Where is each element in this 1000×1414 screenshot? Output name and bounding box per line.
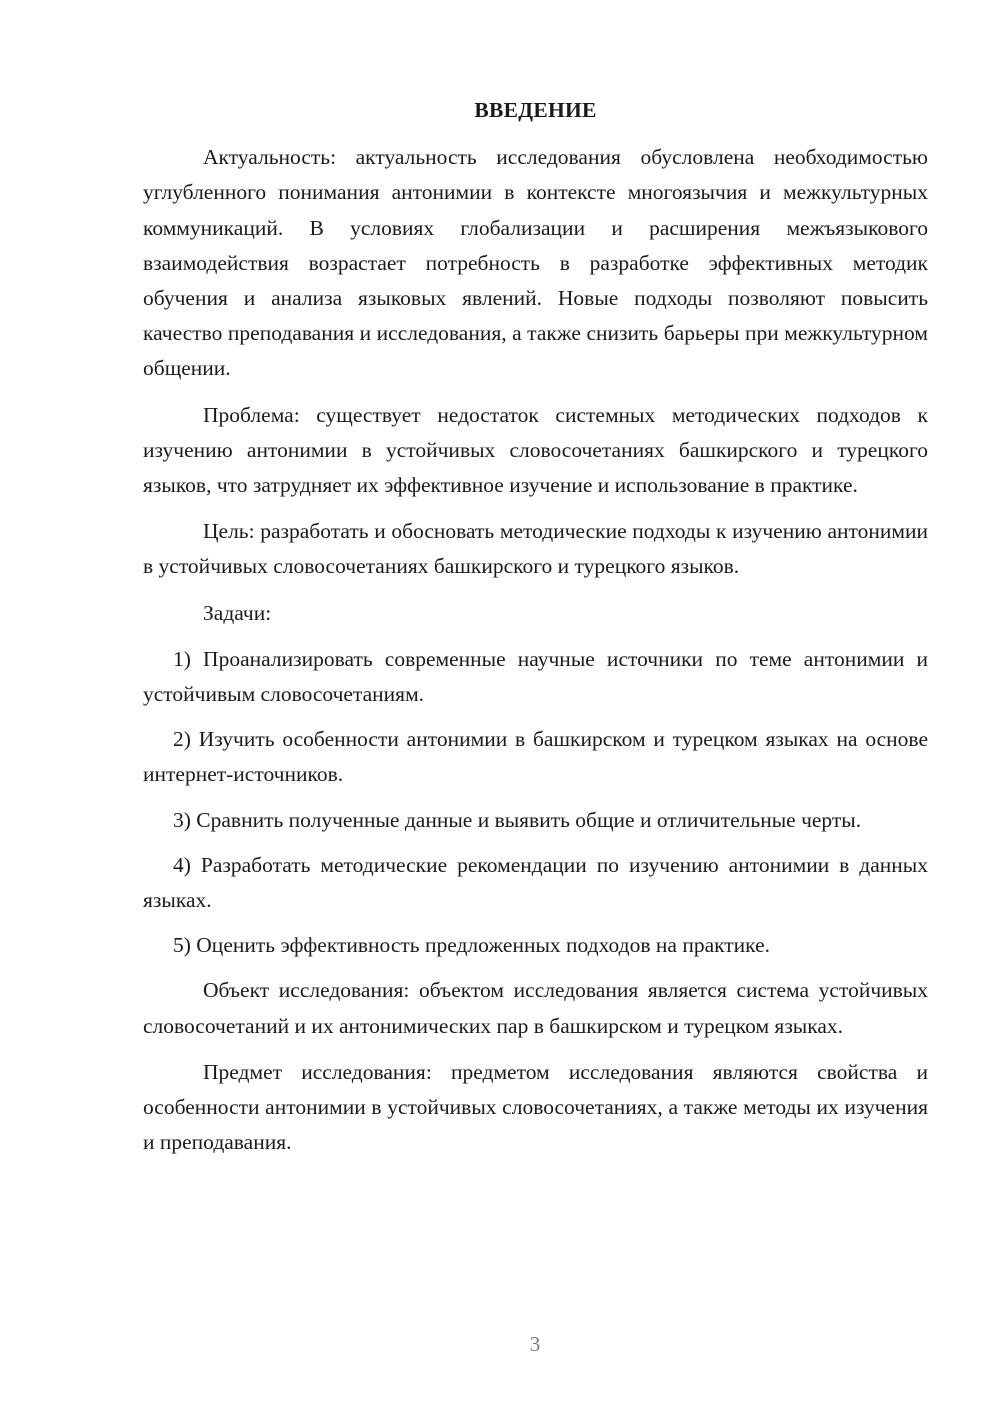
section-heading: ВВЕДЕНИЕ — [474, 98, 597, 122]
list-item: 5) Оценить эффективность предложенных подходов на практике. — [173, 933, 771, 958]
paragraph-object: Объект исследования: объектом исследования является система устойчивых словосочетаний и их антонимических пар в башкирском и турецком языках. — [143, 978, 928, 1038]
tasks-list — [143, 642, 928, 964]
paragraph-goal: Цель: разработать и обосновать методические подходы к изучению антонимии в устойчивых словосочетаниях башкирского и турецкого языков. — [143, 519, 928, 579]
list-item: 4) Разработать методические рекомендации по изучению антонимии в данных языках. — [143, 852, 928, 913]
list-item: 2) Изучить особенности антонимии в башкирском и турецком языках на основе интернет-источников. — [143, 727, 928, 787]
paragraph-problem: Проблема: существует недостаток системных методических подходов к изучению антонимии в устойчивых словосочетаниях башкирского и турецкого языков, что затрудняет их эффективное изучение и использование в практике. — [143, 402, 928, 498]
paragraph-relevance: Актуальность: актуальность исследования обусловлена необходимостью углубленного понимания антонимии в контексте многоязычия и межкультурных коммуникаций. В условиях глобализации и расширения межъязыкового взаимодействия возрастает потребность в разработке эффективных методик обучения и анализа языковых явлений. Новые подходы позволяют повысить качество преподавания и исследования, а также снизить барьеры при межкультурном общении. — [143, 145, 928, 381]
list-item: 3) Сравнить полученные данные и выявить общие и отличительные черты. — [173, 807, 862, 832]
paragraph-tasks-label: Задачи: — [203, 600, 272, 625]
list-item: 1) Проанализировать современные научные источники по теме антонимии и устойчивым словосочетаниям. — [143, 646, 928, 707]
page-number: 3 — [529, 1332, 541, 1356]
document-page — [143, 93, 928, 1171]
paragraph-subject: Предмет исследования: предметом исследования являются свойства и особенности антонимии в устойчивых словосочетаниях, а также методы их изучения и преподавания. — [143, 1059, 928, 1155]
